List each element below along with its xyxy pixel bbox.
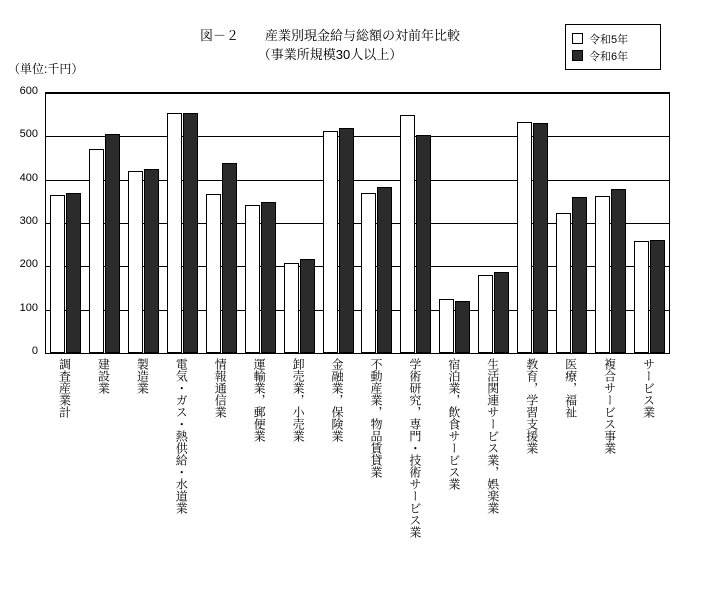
- bar-group: [124, 93, 163, 353]
- y-tick-label: 100: [19, 301, 38, 314]
- bar-group: [396, 93, 435, 353]
- legend-item-prev: [572, 30, 654, 47]
- bar-prev-year: [245, 205, 260, 353]
- y-tick-label: 200: [19, 258, 38, 271]
- bar-prev-year: [634, 241, 649, 353]
- legend-swatch-icon-prev: [572, 33, 583, 44]
- legend-item-curr: [572, 47, 654, 64]
- bar-current-year: [222, 163, 237, 353]
- bar-current-year: [105, 134, 120, 353]
- legend: [565, 24, 661, 70]
- x-tick-label: 複合サービス事業: [602, 358, 617, 454]
- bar-current-year: [533, 123, 548, 353]
- legend-label-prev: 令和5年: [589, 33, 629, 46]
- chart-title-line1: 図－２ 産業別現金給与総額の対前年比較: [199, 28, 460, 43]
- bar-prev-year: [478, 275, 493, 353]
- y-tick-label: 500: [19, 128, 38, 141]
- bar-group: [591, 93, 630, 353]
- bar-current-year: [416, 135, 431, 353]
- x-tick-label: 運輸業，郵便業: [252, 358, 267, 442]
- bars-layer: [46, 93, 669, 353]
- x-axis-labels: [45, 358, 670, 588]
- x-tick-label: 不動産業，物品賃貸業: [368, 358, 383, 478]
- y-tick-label: 400: [19, 171, 38, 184]
- x-tick-label: 宿泊業，飲食サービス業: [446, 358, 461, 490]
- bar-prev-year: [323, 131, 338, 353]
- bar-group: [474, 93, 513, 353]
- chart-title-line2: （事業所規模30人以上）: [257, 47, 403, 62]
- x-tick-label: 建設業: [96, 358, 111, 394]
- plot-area: [45, 92, 670, 354]
- bar-group: [241, 93, 280, 353]
- x-tick-label: 卸売業，小売業: [291, 358, 306, 442]
- x-tick-label: サービス業: [641, 358, 656, 418]
- bar-current-year: [183, 113, 198, 353]
- x-tick-label: 調査産業計: [57, 358, 72, 418]
- bar-prev-year: [206, 194, 221, 353]
- bar-prev-year: [517, 122, 532, 353]
- bar-prev-year: [400, 115, 415, 353]
- bar-prev-year: [595, 196, 610, 353]
- bar-group: [552, 93, 591, 353]
- bar-group: [630, 93, 669, 353]
- bar-current-year: [144, 169, 159, 353]
- y-tick-label: 0: [31, 345, 38, 357]
- y-axis-labels: [0, 85, 42, 357]
- bar-current-year: [611, 189, 626, 353]
- bar-current-year: [572, 197, 587, 353]
- unit-note: （単位:千円）: [8, 62, 84, 76]
- x-tick-label: 情報通信業: [213, 358, 228, 418]
- y-tick-label: 300: [19, 215, 38, 227]
- bar-current-year: [377, 187, 392, 353]
- bar-prev-year: [50, 195, 65, 353]
- y-tick-label: 600: [19, 85, 38, 97]
- bar-group: [319, 93, 358, 353]
- x-tick-label: 電気・ガス・熱供給・水道業: [174, 358, 189, 514]
- bar-prev-year: [89, 149, 104, 353]
- bar-prev-year: [361, 193, 376, 353]
- bar-prev-year: [167, 113, 182, 353]
- x-tick-label: 生活関連サービス業，娯楽業: [485, 358, 500, 514]
- bar-current-year: [300, 259, 315, 353]
- bar-group: [46, 93, 85, 353]
- bar-current-year: [339, 128, 354, 353]
- bar-current-year: [650, 240, 665, 353]
- bar-current-year: [66, 193, 81, 353]
- bar-current-year: [494, 272, 509, 353]
- bar-group: [163, 93, 202, 353]
- legend-label-curr: 令和6年: [589, 50, 629, 63]
- bar-group: [358, 93, 397, 353]
- bar-prev-year: [284, 263, 299, 353]
- bar-group: [435, 93, 474, 353]
- bar-group: [513, 93, 552, 353]
- bar-group: [202, 93, 241, 353]
- x-tick-label: 学術研究，専門・技術サービス業: [407, 358, 422, 538]
- bar-prev-year: [439, 299, 454, 353]
- x-tick-label: 金融業，保険業: [330, 358, 345, 442]
- x-tick-label: 教育，学習支援業: [524, 358, 539, 454]
- x-tick-label: 医療，福祉: [563, 358, 578, 418]
- bar-prev-year: [128, 171, 143, 353]
- bar-group: [85, 93, 124, 353]
- x-tick-label: 製造業: [135, 358, 150, 394]
- bar-current-year: [455, 301, 470, 353]
- chart-title: [120, 26, 540, 64]
- bar-group: [280, 93, 319, 353]
- bar-prev-year: [556, 213, 571, 353]
- bar-current-year: [261, 202, 276, 353]
- legend-swatch-icon-curr: [572, 50, 583, 61]
